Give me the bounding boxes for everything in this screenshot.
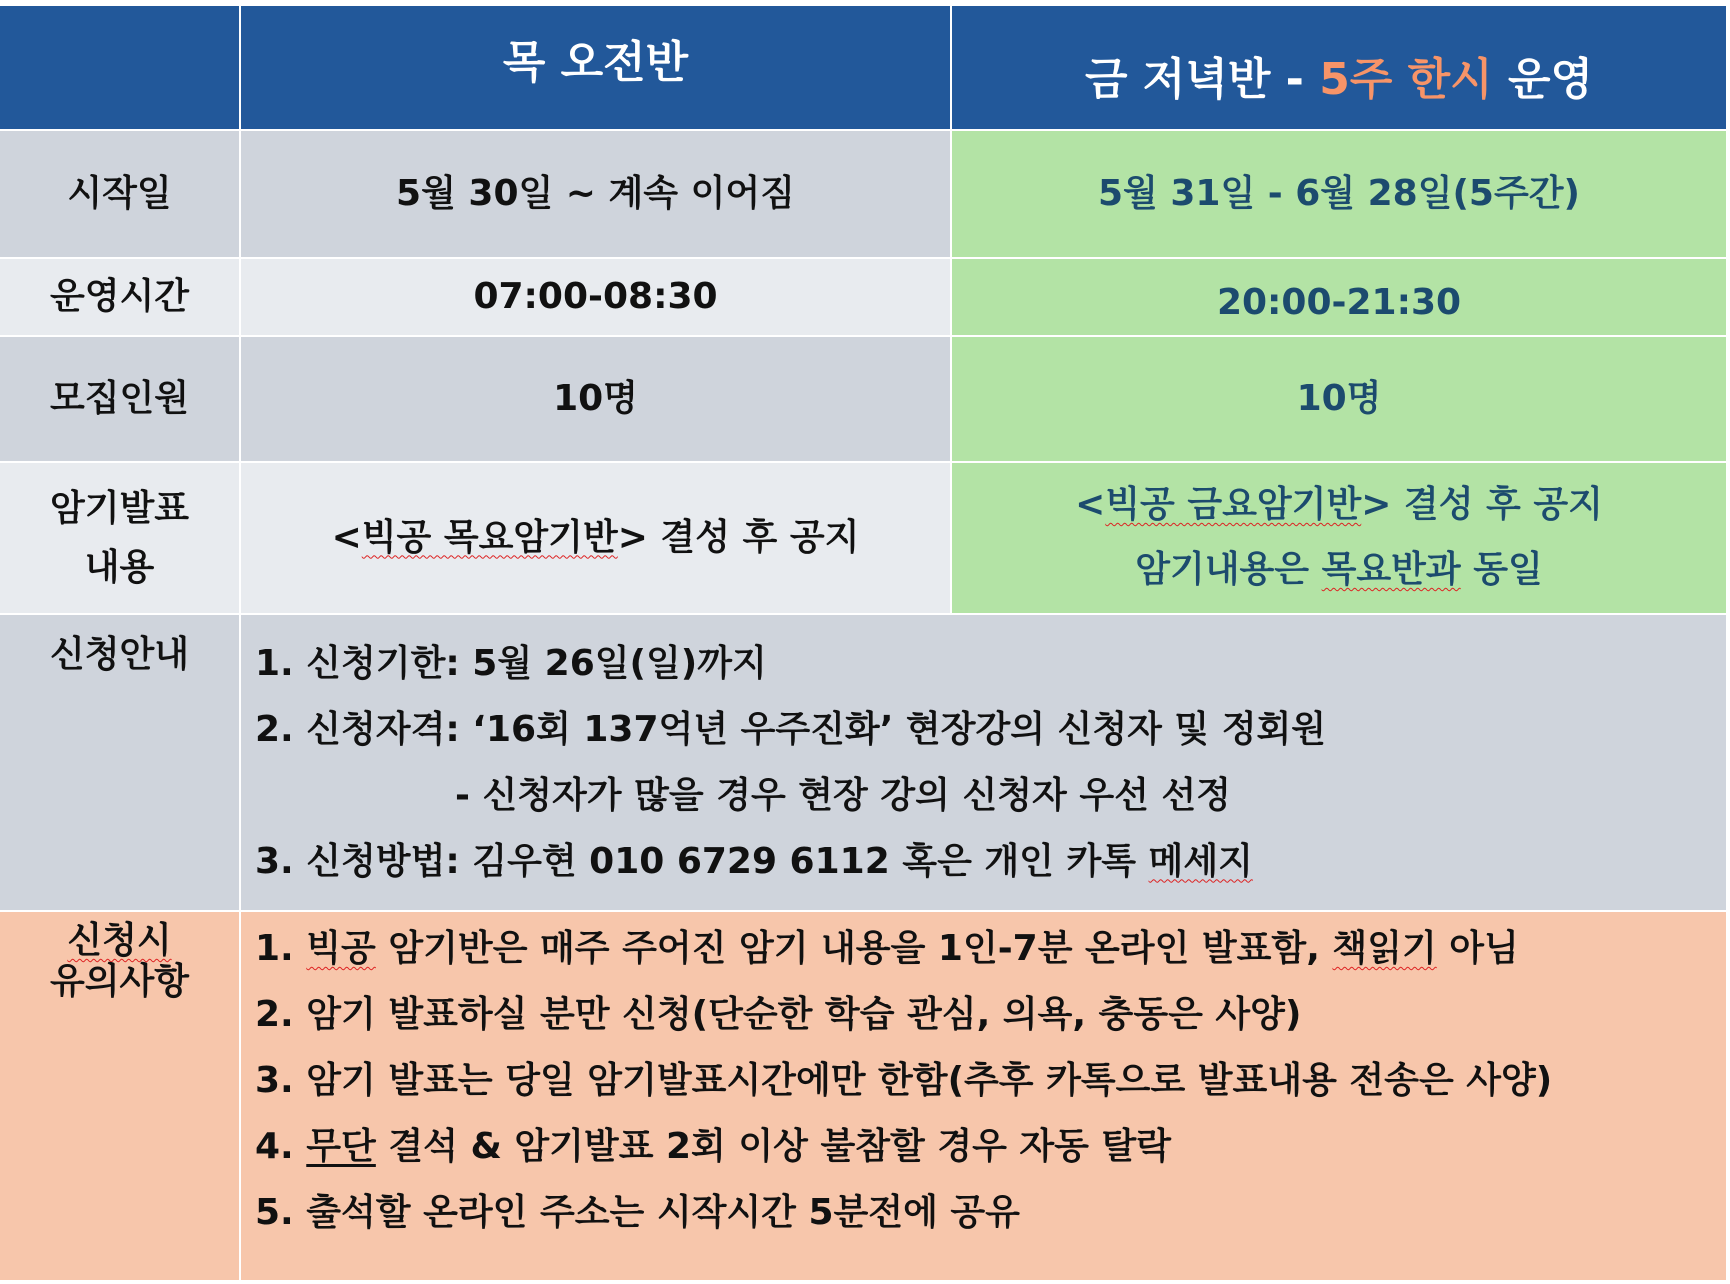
notes-item-1 (255, 916, 1552, 982)
row-start-thu: 5월 30일 ~ 계속 이어짐 (396, 172, 795, 214)
notes-item-1-e: 아님 (1436, 928, 1519, 969)
row-time-label-cell (0, 259, 241, 337)
row-content-fri-cell (952, 463, 1728, 615)
row-content-label-1: 암기발표 (49, 487, 190, 529)
row-content-fri1-c: > 결성 후 공지 (1361, 484, 1603, 526)
notes-item-4-c: 결석 & 암기발표 2회 이상 불참할 경우 자동 탈락 (375, 1126, 1172, 1167)
notes-content-cell (241, 912, 1728, 1282)
apply-item-2: 2. 신청자격: ‘16회 137억년 우주진화’ 현장강의 신청자 및 정회원 (255, 708, 1327, 750)
row-content-fri2-b: 목요반과 (1321, 549, 1461, 590)
row-content-thu-c: > 결성 후 공지 (617, 516, 860, 558)
row-content-label-cell (0, 463, 241, 615)
notes-list (241, 916, 1552, 1246)
row-content-fri-line1 (1075, 473, 1603, 538)
notes-item-4 (255, 1114, 1552, 1180)
row-start-fri-cell (952, 131, 1728, 259)
row-content-fri2-a: 암기내용은 (1135, 549, 1322, 590)
row-count-label-cell (0, 337, 241, 463)
header-corner (0, 6, 241, 131)
notes-item-4-a: 4. (255, 1126, 307, 1167)
row-content-fri1-a: < (1075, 484, 1106, 526)
notes-item-1-b: 빅공 (306, 928, 376, 969)
apply-item-2-sub: - 신청자가 많을 경우 현장 강의 신청자 우선 선정 (455, 774, 1231, 816)
apply-list (241, 631, 1326, 895)
row-count-thu: 10명 (553, 377, 638, 419)
row-count-fri: 10명 (1296, 377, 1382, 419)
header-col1-label: 목 오전반 (502, 37, 689, 88)
header-thursday-morning (241, 6, 952, 131)
row-start-label-cell (0, 131, 241, 259)
header-friday-evening (952, 6, 1728, 131)
row-count-thu-cell (241, 337, 952, 463)
notes-item-2: 2. 암기 발표하실 분만 신청(단순한 학습 관심, 의욕, 충동은 사양) (255, 994, 1302, 1035)
notes-item-4-b: 무단 (306, 1126, 376, 1167)
apply-label: 신청안내 (49, 634, 190, 675)
row-time-thu: 07:00-08:30 (473, 275, 718, 317)
notes-item-5: 5. 출석할 온라인 주소는 시작시간 5분전에 공유 (255, 1192, 1020, 1233)
row-start-fri: 5월 31일 - 6월 28일(5주간) (1098, 172, 1580, 214)
row-content-fri1-b: 빅공 금요암기반 (1105, 484, 1362, 526)
row-content-fri2-c: 동일 (1460, 549, 1543, 590)
row-time-label: 운영시간 (49, 276, 190, 318)
notes-label-1: 신청시 (67, 920, 172, 961)
row-content-thu (332, 506, 860, 571)
header-col2-accent: 5주 한시 (1319, 54, 1493, 105)
notes-item-1-a: 1. (255, 928, 307, 969)
notes-item-1-c: 암기반은 매주 주어진 암기 내용을 1인-7분 온라인 발표함, (375, 928, 1333, 969)
row-time-fri: 20:00-21:30 (1216, 281, 1462, 323)
header-col2-pre: 금 저녁반 - (1084, 54, 1320, 105)
row-time-thu-cell (241, 259, 952, 337)
apply-item-3-a: 3. 신청방법: 김우현 010 6729 6112 혹은 개인 카톡 (255, 840, 1149, 882)
row-start-label: 시작일 (67, 173, 172, 215)
row-content-label-2: 내용 (84, 547, 155, 588)
notes-label-2: 유의사항 (49, 961, 190, 1003)
header-col2-label (1085, 43, 1593, 107)
row-time-fri-cell (952, 259, 1728, 337)
notes-item-1-d: 책읽기 (1332, 928, 1437, 969)
row-content-fri-line2 (1135, 538, 1543, 603)
row-count-label: 모집인원 (49, 378, 190, 420)
row-content-thu-b: 빅공 목요암기반 (361, 516, 618, 558)
notes-item-3: 3. 암기 발표는 당일 암기발표시간에만 한함(추후 카톡으로 발표내용 전송은 사양) (255, 1060, 1553, 1101)
apply-item-1: 1. 신청기한: 5월 26일(일)까지 (255, 642, 767, 684)
apply-item-3 (255, 829, 1326, 895)
header-col2-post: 운영 (1492, 54, 1593, 105)
apply-item-3-b: 메세지 (1148, 840, 1253, 882)
row-content-thu-a: < (331, 516, 362, 558)
row-start-thu-cell (241, 131, 952, 259)
notes-label-cell (0, 912, 241, 1282)
schedule-table (0, 6, 1728, 1282)
apply-label-cell (0, 615, 241, 912)
row-content-thu-cell (241, 463, 952, 615)
apply-content-cell (241, 615, 1728, 912)
row-count-fri-cell (952, 337, 1728, 463)
